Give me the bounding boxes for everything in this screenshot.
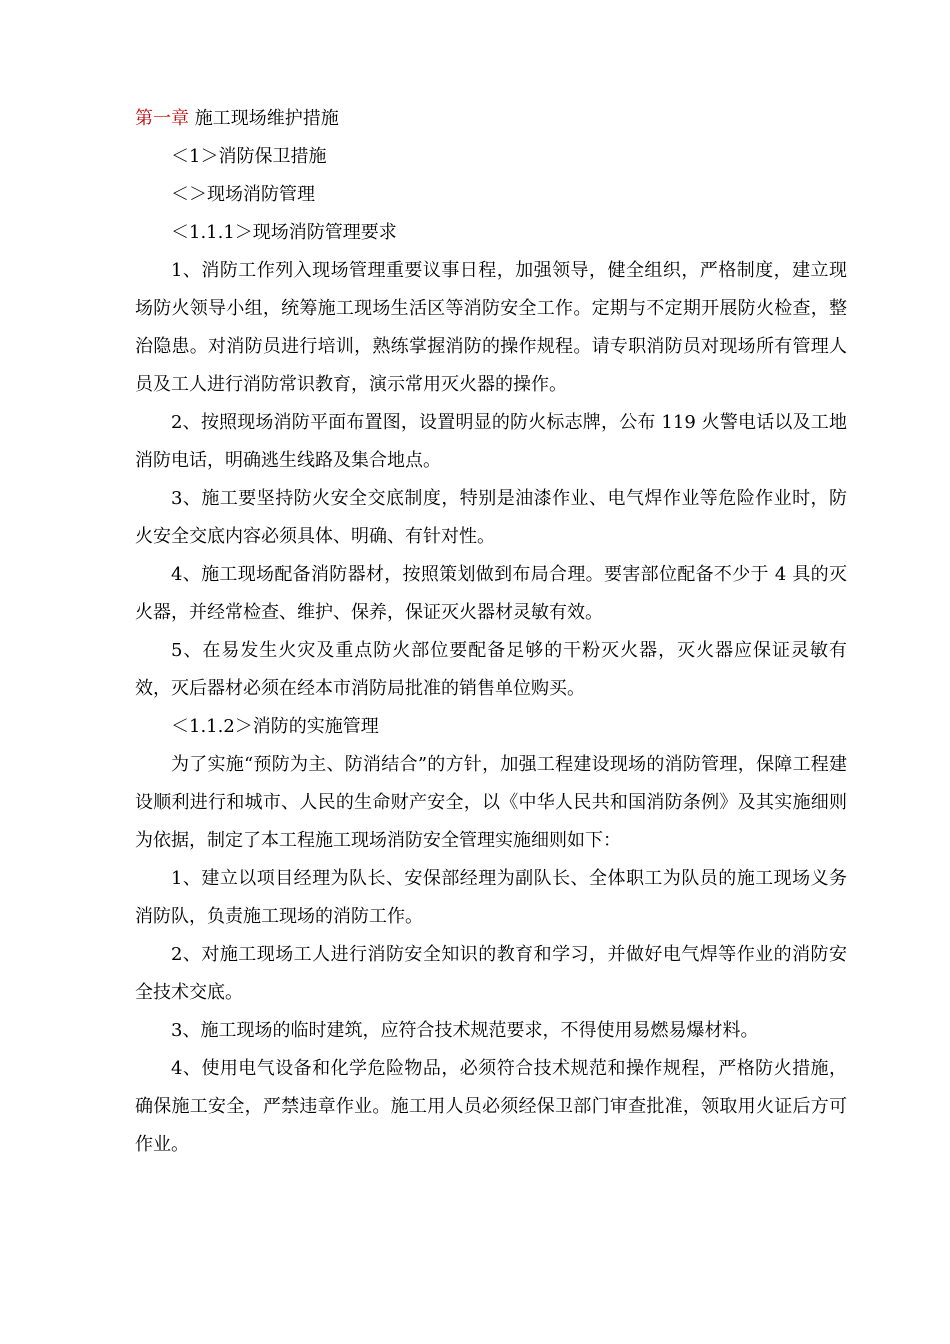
heading-fire-implementation: ＜1.1.2＞消防的实施管理 — [171, 716, 379, 737]
paragraph-impl-2: 2、对施工现场工人进行消防安全知识的教育和学习，并做好电气焊等作业的消防安全技术交底。 — [135, 944, 847, 1003]
chapter-prefix: 第一章 — [135, 108, 189, 129]
paragraph-impl-intro: 为了实施“预防为主、防消结合”的方针，加强工程建设现场的消防管理，保障工程建设顺利进行和城市、人民的生命财产安全，以《中华人民共和国消防条例》及其实施细则为依据，制定了本工程施工现场消防安全管理实施细则如下： — [135, 754, 847, 851]
paragraph-req-3: 3、施工要坚持防火安全交底制度，特别是油漆作业、电气焊作业等危险作业时，防火安全交底内容必须具体、明确、有针对性。 — [135, 488, 847, 547]
chapter-title — [135, 100, 847, 138]
heading-site-fire-management: ＜＞现场消防管理 — [171, 184, 315, 205]
paragraph-req-4: 4、施工现场配备消防器材，按照策划做到布局合理。要害部位配备不少于 4 具的灭火器，并经常检查、维护、保养，保证灭火器材灵敏有效。 — [135, 564, 847, 623]
paragraph-req-5: 5、在易发生火灾及重点防火部位要配备足够的干粉灭火器，灭火器应保证灵敏有效，灭后器材必须在经本市消防局批准的销售单位购买。 — [135, 640, 847, 699]
document-body — [135, 100, 847, 1164]
paragraph-req-2: 2、按照现场消防平面布置图，设置明显的防火标志牌，公布 119 火警电话以及工地消防电话，明确逃生线路及集合地点。 — [135, 412, 847, 471]
paragraph-impl-4: 4、使用电气设备和化学危险物品，必须符合技术规范和操作规程，严格防火措施，确保施工安全，严禁违章作业。施工用人员必须经保卫部门审查批准，领取用火证后方可作业。 — [135, 1058, 847, 1155]
heading-fire-security: ＜1＞消防保卫措施 — [171, 146, 327, 167]
paragraph-impl-3: 3、施工现场的临时建筑，应符合技术规范要求，不得使用易燃易爆材料。 — [171, 1020, 759, 1041]
paragraph-impl-1: 1、建立以项目经理为队长、安保部经理为副队长、全体职工为队员的施工现场义务消防队，负责施工现场的消防工作。 — [135, 868, 847, 927]
paragraph-req-1: 1、消防工作列入现场管理重要议事日程，加强领导，健全组织，严格制度，建立现场防火领导小组，统筹施工现场生活区等消防安全工作。定期与不定期开展防火检查，整治隐患。对消防员进行培训，熟练掌握消防的操作规程。请专职消防员对现场所有管理人员及工人进行消防常识教育，演示常用灭火器的操作。 — [135, 260, 847, 395]
heading-site-fire-requirements: ＜1.1.1＞现场消防管理要求 — [171, 222, 397, 243]
chapter-title-text: 施工现场维护措施 — [189, 108, 339, 129]
